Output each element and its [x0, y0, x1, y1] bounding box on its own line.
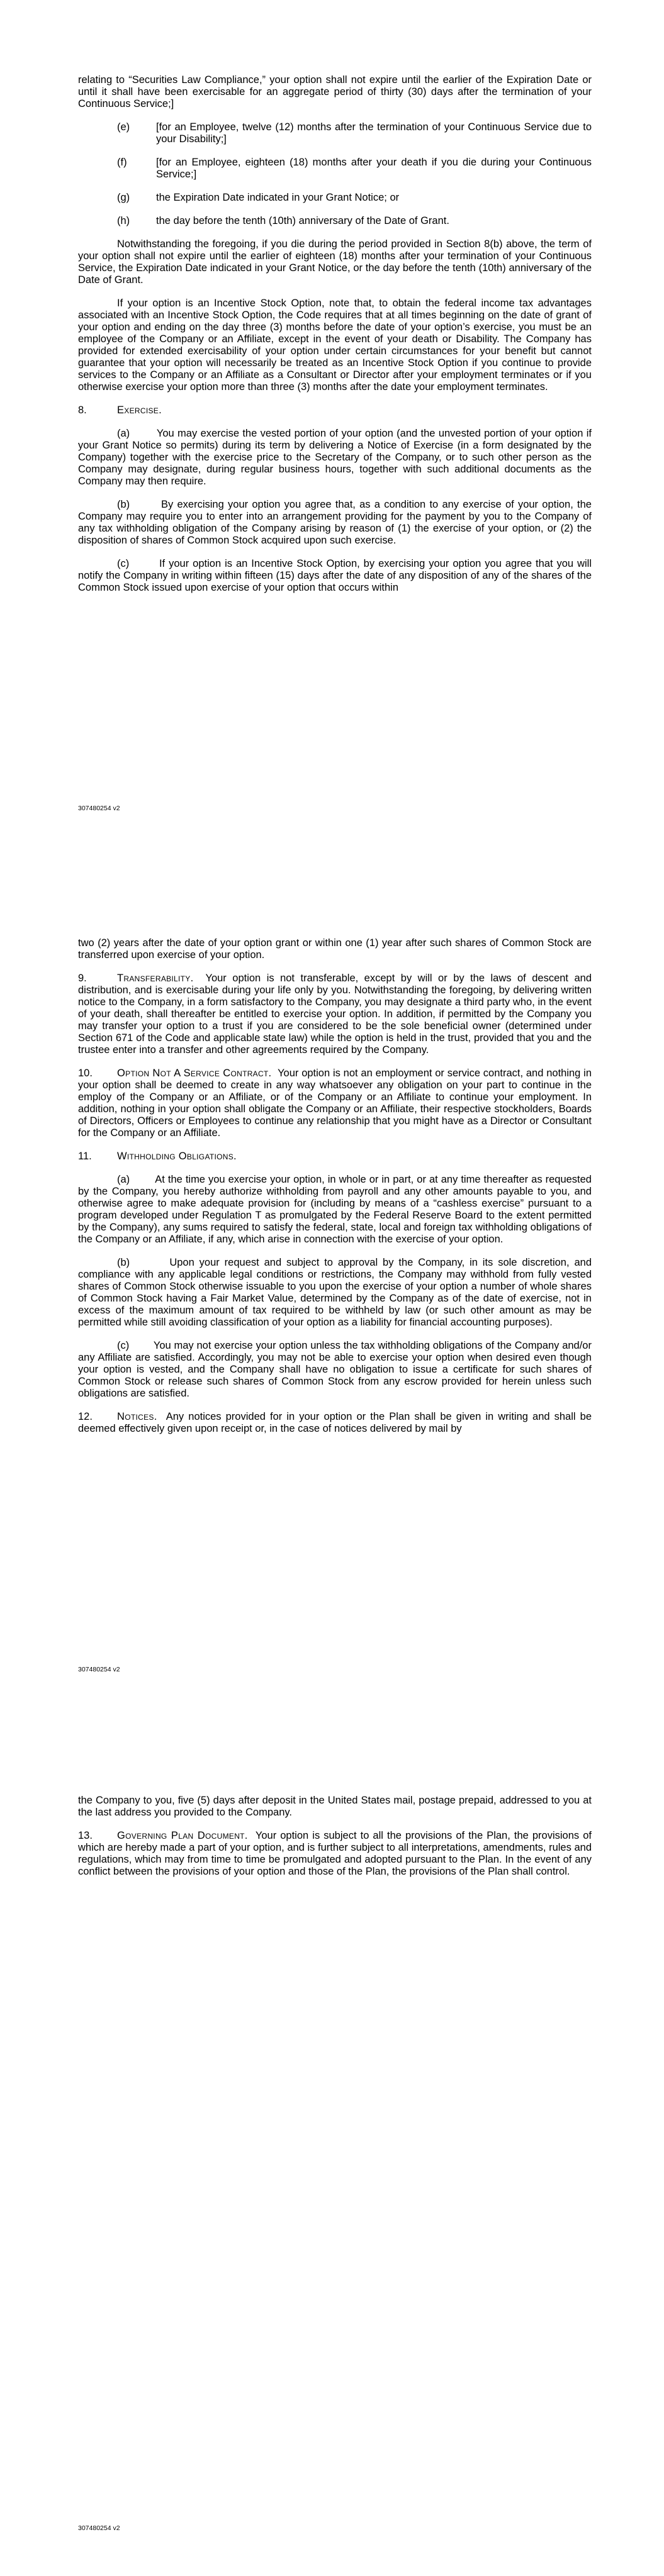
list-item	[78, 121, 592, 145]
paragraph	[78, 1257, 592, 1329]
section-number: 10.	[78, 1068, 93, 1079]
section-title: Transferability.	[117, 973, 194, 984]
item-text: [for an Employee, twelve (12) months after the termination of your Continuous Service due to your Disability;]	[156, 121, 592, 145]
paragraph	[78, 499, 592, 547]
section-title: Notices.	[117, 1411, 157, 1422]
section-text: Your option is subject to all the provisions of the Plan, the provisions of which are hereby made a part of your option, and is further subject to all interpretations, amendments, rules and regulations, which may from time to time be promulgated and adopted pursuant to the Plan. In the event of any conflict between the provisions of your option and those of the Plan, the provisions of the Plan shall control.	[78, 1830, 592, 1877]
item-text: If your option is an Incentive Stock Option, by exercising your option you agree that you will notify the Company in writing within fifteen (15) days after the date of any disposition of any of the shares of the Common Stock issued upon exercise of your option that occurs within	[78, 558, 592, 593]
item-text: Upon your request and subject to approval by the Company, in its sole discretion, and compliance with any applicable legal conditions or restrictions, the Company may withhold from fully vested shares of Common Stock otherwise issuable to you upon the exercise of your option a number of whole shares of Common Stock having a Fair Market Value, determined by the Company as of the date of exercise, not in excess of the maximum amount of tax required to be withheld by law (or such other amount as may be permitted while still avoiding classification of your option as a liability for financial accounting purposes).	[78, 1257, 592, 1328]
section-13	[78, 1830, 592, 1878]
page-3	[78, 1795, 592, 1889]
section-10	[78, 1068, 592, 1139]
section-title: Governing Plan Document.	[117, 1830, 248, 1841]
item-text: At the time you exercise your option, in whole or in part, or at any time thereafter as requested by the Company, you hereby authorize withholding from payroll and any other amounts payable to you, and otherwise agree to make adequate provision for (including by means of a “cashless exercise” pursuant to a program developed under Regulation T as promulgated by the Federal Reserve Board to the extent permitted by the Company), any sums required to satisfy the federal, state, local and foreign tax withholding obligations of the Company or an Affiliate, if any, which arise in connection with the exercise of your option.	[78, 1174, 592, 1245]
item-text: You may not exercise your option unless the tax withholding obligations of the Company and/or any Affiliate are satisfied. Accordingly, you may not be able to exercise your option when desired even though your option is vested, and the Company shall have no obligation to issue a certificate for such shares of Common Stock or release such shares of Common Stock from any escrow provided for herein unless such obligations are satisfied.	[78, 1340, 592, 1399]
list-item	[78, 215, 592, 227]
paragraph: two (2) years after the date of your option grant or within one (1) year after such shares of Common Stock are transferred upon exercise of your option.	[78, 937, 592, 961]
item-text: You may exercise the vested portion of your option (and the unvested portion of your option if your Grant Notice so permits) during its term by delivering a Notice of Exercise (in a form designated by the Company) together with the exercise price to the Secretary of the Company, or to such other person as the Company may designate, during regular business hours, together with such additional documents as the Company may then require.	[78, 428, 592, 487]
item-text: By exercising your option you agree that, as a condition to any exercise of your option, the Company may require you to enter into an arrangement providing for the payment by you to the Company of any tax withholding obligation of the Company arising by reason of (1) the exercise of your option, or (2) the disposition of shares of Common Stock acquired upon such exercise.	[78, 499, 592, 546]
paragraph: the Company to you, five (5) days after deposit in the United States mail, postage prepaid, addressed to you at the last address you provided to the Company.	[78, 1795, 592, 1818]
paragraph	[78, 1340, 592, 1400]
item-text: [for an Employee, eighteen (18) months after your death if you die during your Continuous Service;]	[156, 157, 592, 180]
section-number: 8.	[78, 404, 87, 416]
section-number: 12.	[78, 1411, 93, 1422]
list-item	[78, 157, 592, 181]
section-9	[78, 973, 592, 1056]
section-title: Exercise.	[117, 404, 162, 416]
item-label: (g)	[117, 192, 130, 203]
section-title: Withholding Obligations.	[117, 1151, 237, 1162]
item-label: (e)	[117, 121, 130, 133]
section-heading-11	[78, 1151, 592, 1163]
page-footer: 307480254 v2	[78, 2524, 120, 2532]
item-text: the day before the tenth (10th) anniversary of the Date of Grant.	[156, 215, 449, 226]
item-label: (a)	[117, 1174, 130, 1185]
page-2	[78, 937, 592, 1446]
section-text: Any notices provided for in your option or the Plan shall be given in writing and shall be deemed effectively given upon receipt or, in the case of notices delivered by mail by	[78, 1411, 592, 1434]
section-title: Option Not A Service Contract.	[117, 1068, 272, 1079]
item-label: (b)	[117, 499, 130, 510]
paragraph	[78, 558, 592, 594]
item-label: (c)	[117, 558, 130, 569]
section-text: Your option is not an employment or service contract, and nothing in your option shall be deemed to create in any way whatsoever any obligation on your part to continue in the employ of the Company or an Affiliate, or of the Company or an Affiliate to continue your employment. In addition, nothing in your option shall obligate the Company or an Affiliate, their respective stockholders, Boards of Directors, Officers or Employees to continue any relationship that you might have as a Director or Consultant for the Company or an Affiliate.	[78, 1068, 592, 1139]
paragraph	[78, 428, 592, 488]
section-number: 11.	[78, 1151, 92, 1162]
item-label: (h)	[117, 215, 130, 226]
section-number: 13.	[78, 1830, 93, 1841]
page-footer: 307480254 v2	[78, 805, 120, 812]
section-number: 9.	[78, 973, 87, 984]
paragraph: If your option is an Incentive Stock Option, note that, to obtain the federal income tax advantages associated with an Incentive Stock Option, the Code requires that at all times beginning on the date of grant of your option and ending on the day three (3) months before the date of your option’s exercise, you must be an employee of the Company or an Affiliate, except in the event of your death or Disability. The Company has provided for extended exercisability of your option under certain circumstances for your benefit but cannot guarantee that your option will necessarily be treated as an Incentive Stock Option if you continue to provide services to the Company or an Affiliate as a Consultant or Director after your employment terminates or if you otherwise exercise your option more than three (3) months after the date your employment terminates.	[78, 298, 592, 393]
section-heading-8	[78, 404, 592, 416]
paragraph: relating to “Securities Law Compliance,” your option shall not expire until the earlier of the Expiration Date or until it shall have been exercisable for an aggregate period of thirty (30) days after the termination of your Continuous Service;]	[78, 74, 592, 109]
item-label: (f)	[117, 157, 127, 168]
paragraph	[78, 1174, 592, 1246]
section-text: Your option is not transferable, except by will or by the laws of descent and distribution, and is exercisable during your life only by you. Notwithstanding the foregoing, by delivering written notice to the Company, in a form satisfactory to the Company, you may designate a third party who, in the event of your death, shall thereafter be entitled to exercise your option. In addition, if permitted by the Company you may transfer your option to a trust if you are considered to be the sole beneficial owner (determined under Section 671 of the Code and applicable state law) while the option is held in the trust, provided that you and the trustee enter into a transfer and other agreements required by the Company.	[78, 973, 592, 1056]
section-12	[78, 1411, 592, 1435]
paragraph: Notwithstanding the foregoing, if you die during the period provided in Section 8(b) above, the term of your option shall not expire until the earlier of eighteen (18) months after your termination of your Continuous Service, the Expiration Date indicated in your Grant Notice, or the day before the tenth (10th) anniversary of the Date of Grant.	[78, 238, 592, 286]
item-label: (b)	[117, 1257, 130, 1268]
item-label: (c)	[117, 1340, 130, 1351]
item-label: (a)	[117, 428, 130, 439]
page-footer: 307480254 v2	[78, 1666, 120, 1673]
page-1	[78, 74, 592, 605]
item-text: the Expiration Date indicated in your Grant Notice; or	[156, 192, 400, 203]
list-item	[78, 192, 592, 204]
